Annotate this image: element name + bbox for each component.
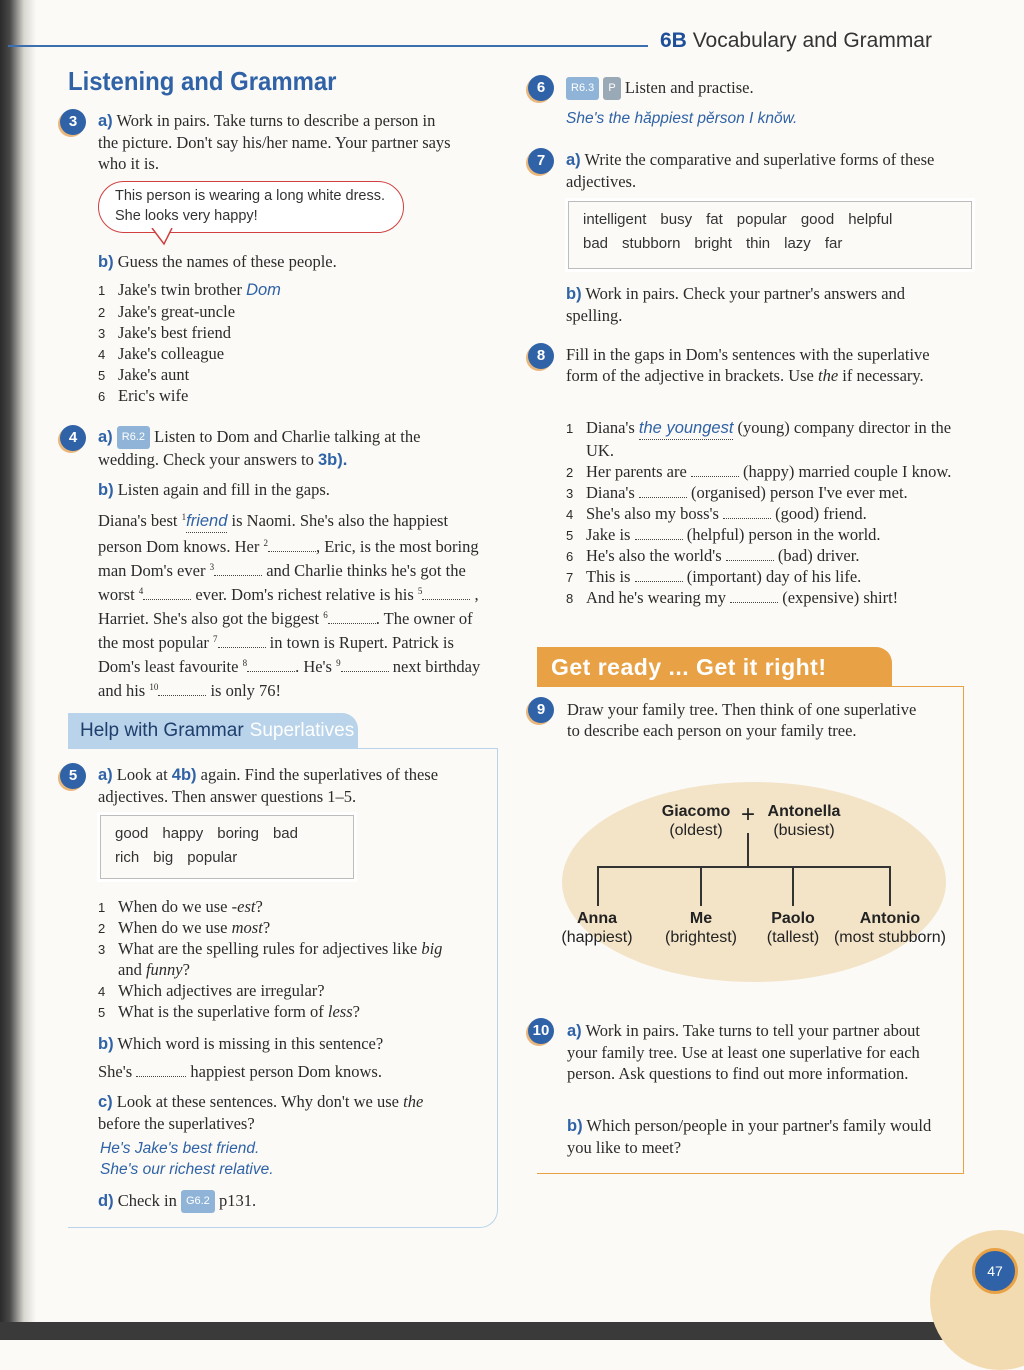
gap-blank[interactable] [635, 581, 683, 582]
ex6-example: She's the hăppiest pěrson I knŏw. [566, 110, 798, 127]
gap-blank[interactable] [136, 1076, 186, 1077]
answer-example: Dom [246, 281, 281, 299]
gap-blank[interactable] [143, 599, 191, 600]
ex8-instruction: Fill in the gaps in Dom's sentences with the superlative form of the adjective in brackets. Use the if necessary. [566, 345, 930, 385]
audio-track-chip: R6.2 [117, 426, 150, 449]
unit-code: 6B [660, 29, 687, 52]
gap-blank[interactable] [268, 551, 316, 552]
exercise-number-8: 8 [528, 343, 554, 369]
tree-line [889, 866, 891, 906]
ex5c-instruction: c) Look at these sentences. Why don't we use the before the superlatives? [98, 1092, 424, 1133]
list-item: 4 Which adjectives are irregular? [98, 981, 325, 1000]
speech-bubble-text: This person is wearing a long white dress. She looks very happy! [115, 188, 385, 224]
gap-blank[interactable] [247, 671, 295, 672]
gap-blank[interactable] [328, 623, 376, 624]
list-item: 1 Jake's twin brother Dom [98, 280, 281, 299]
page-number: 47 [972, 1248, 1018, 1294]
ex6-instruction: R6.3 P Listen and practise. [566, 77, 956, 100]
tree-line [597, 866, 599, 906]
corner-decoration [930, 1230, 1024, 1370]
gap-blank[interactable] [730, 602, 778, 603]
list-item: 4 She's also my boss's (good) friend. [566, 504, 867, 523]
get-ready-tab: Get ready ... Get it right! [537, 647, 892, 687]
header-title: Vocabulary and Grammar [692, 29, 932, 52]
answer-example: the youngest [639, 418, 734, 440]
gap-blank[interactable] [218, 647, 266, 648]
ex5d-instruction: d) Check in G6.2 p131. [98, 1190, 458, 1213]
ex4b-gap-paragraph: Diana's best $^1$friend is Naomi. She's also the happiest person Dom knows. Her $^2$ , Eric, is the most boring man Dom's ever $^3$ and Charlie thinks he's got the worst $^4$ ever. Dom's richest relative is his $^5$ , Harriet. She's also got the biggest $^6$ . The owner of the most popular $^7$ in town is Rupert. Patrick is Dom's least favourite $^8$ . He's $^9$ next birthday and his $^{10}$ is only 76! [98, 511, 481, 700]
ex3a-instruction [98, 110, 458, 174]
gap-blank[interactable] [691, 476, 739, 477]
list-item: 3 What are the spelling rules for adjectives like big and funny? [98, 939, 443, 979]
bottom-edge [0, 1322, 1024, 1340]
audio-track-chip: R6.3 [566, 77, 599, 100]
tree-plus-sign: + [740, 801, 755, 828]
tree-line [792, 866, 794, 906]
pronunciation-chip: P [603, 77, 620, 100]
exercise-number-7: 7 [528, 148, 554, 174]
tree-line [747, 833, 749, 867]
gap-blank[interactable] [158, 695, 206, 696]
grammar-reference-chip: G6.2 [181, 1190, 215, 1213]
ex3b-instruction [98, 251, 458, 273]
tree-node-child: Paolo (tallest) [766, 910, 820, 946]
tree-node-parent2: Antonella (busiest) [767, 803, 841, 839]
ex5-word-box: good happy boring bad rich big popular [100, 815, 354, 879]
cross-reference: 3b). [317, 451, 348, 469]
ex5c-example-2: She's our richest relative. [100, 1161, 274, 1178]
exercise-number-6: 6 [528, 75, 554, 101]
ex3b-text: Guess the names of these people. [117, 252, 337, 271]
list-item: 3 Diana's (organised) person I've ever met. [566, 483, 908, 502]
list-item: 6 Eric's wife [98, 386, 189, 405]
hwg-topic: Superlatives [249, 720, 355, 741]
gap-blank[interactable] [726, 560, 774, 561]
list-item: 2 When do we use most? [98, 918, 271, 937]
list-item: 2 Her parents are (happy) married couple I know. [566, 462, 952, 481]
book-binding-shadow [0, 0, 36, 1340]
gap-blank[interactable] [639, 497, 687, 498]
list-item: 6 He's also the world's (bad) driver. [566, 546, 860, 565]
section-title: Listening and Grammar [68, 66, 337, 96]
gap-blank[interactable] [422, 599, 470, 600]
ex7-word-box: intelligent busy fat popular good helpful bad stubborn bright thin lazy far [568, 201, 972, 269]
ex5-questions [98, 896, 468, 1022]
ex3a-text: Work in pairs. Take turns to describe a person in the picture. Don't say his/her name. Your partner says who it is. [98, 111, 451, 173]
ex10b-instruction: b) Which person/people in your partner's family would you like to meet? [567, 1116, 932, 1157]
list-item: 1 Diana's the youngest (young) company director in the UK. [566, 418, 952, 460]
ex4b-instruction: b) Listen again and fill in the gaps. [98, 480, 330, 499]
ex3b-list [98, 279, 458, 406]
gap-blank[interactable] [341, 671, 389, 672]
tree-line [597, 866, 891, 868]
list-item: 5 Jake's aunt [98, 365, 190, 384]
header-rule [8, 45, 648, 47]
ex5c-example-1: He's Jake's best friend. [100, 1140, 260, 1157]
tree-node-child: Anna (happiest) [561, 910, 633, 946]
ex7b-instruction: b) Work in pairs. Check your partner's answers and spelling. [566, 284, 906, 325]
ex8-sentences [566, 417, 956, 608]
ex5b-sentence: She's happiest person Dom knows. [98, 1062, 382, 1081]
list-item: 5 What is the superlative form of less? [98, 1002, 360, 1021]
ex9-instruction: Draw your family tree. Then think of one superlative to describe each person on your family tree. [567, 700, 917, 740]
list-item: 3 Jake's best friend [98, 323, 231, 342]
ex10a-instruction: a) Work in pairs. Take turns to tell your partner about your family tree. Use at least one superlative for each person. Ask questions to find out more information. [567, 1021, 920, 1083]
tree-node-child: Antonio (most stubborn) [833, 910, 947, 946]
ex3a-label: a) [98, 112, 113, 130]
speech-bubble [98, 181, 404, 233]
speech-bubble-tail [150, 228, 180, 246]
list-item: 5 Jake is (helpful) person in the world. [566, 525, 881, 544]
list-item: 8 And he's wearing my (expensive) shirt! [566, 588, 899, 607]
ex5b-instruction: b) Which word is missing in this sentence? [98, 1034, 384, 1053]
answer-example: friend [186, 511, 227, 533]
page-header [660, 29, 932, 53]
gap-blank[interactable] [214, 575, 262, 576]
exercise-number-10: 10 [528, 1018, 554, 1044]
ex7a-instruction: a) Write the comparative and superlative forms of these adjectives. [566, 150, 935, 191]
ex3b-label: b) [98, 253, 114, 271]
exercise-number-4: 4 [60, 425, 86, 451]
exercise-number-3: 3 [60, 109, 86, 135]
list-item: 4 Jake's colleague [98, 344, 225, 363]
help-with-grammar-tab [68, 713, 358, 749]
list-item: 2 Jake's great-uncle [98, 302, 236, 321]
list-item: 1 When do we use -est? [98, 897, 263, 916]
list-item: 7 This is (important) day of his life. [566, 567, 862, 586]
tree-node-parent1: Giacomo (oldest) [661, 803, 731, 839]
hwg-title: Help with Grammar [80, 720, 244, 741]
ex5a-instruction: a) Look at 4b) again. Find the superlatives of these adjectives. Then answer questions 1–5. [98, 765, 439, 806]
exercise-number-5: 5 [60, 763, 86, 789]
tree-line [700, 866, 702, 906]
gap-blank[interactable] [723, 518, 771, 519]
ex4a-instruction: a) R6.2 Listen to Dom and Charlie talking at the wedding. Check your answers to 3b). [98, 427, 421, 469]
exercise-number-9: 9 [528, 697, 554, 723]
gap-blank[interactable] [635, 539, 683, 540]
tree-node-child: Me (brightest) [664, 910, 738, 946]
